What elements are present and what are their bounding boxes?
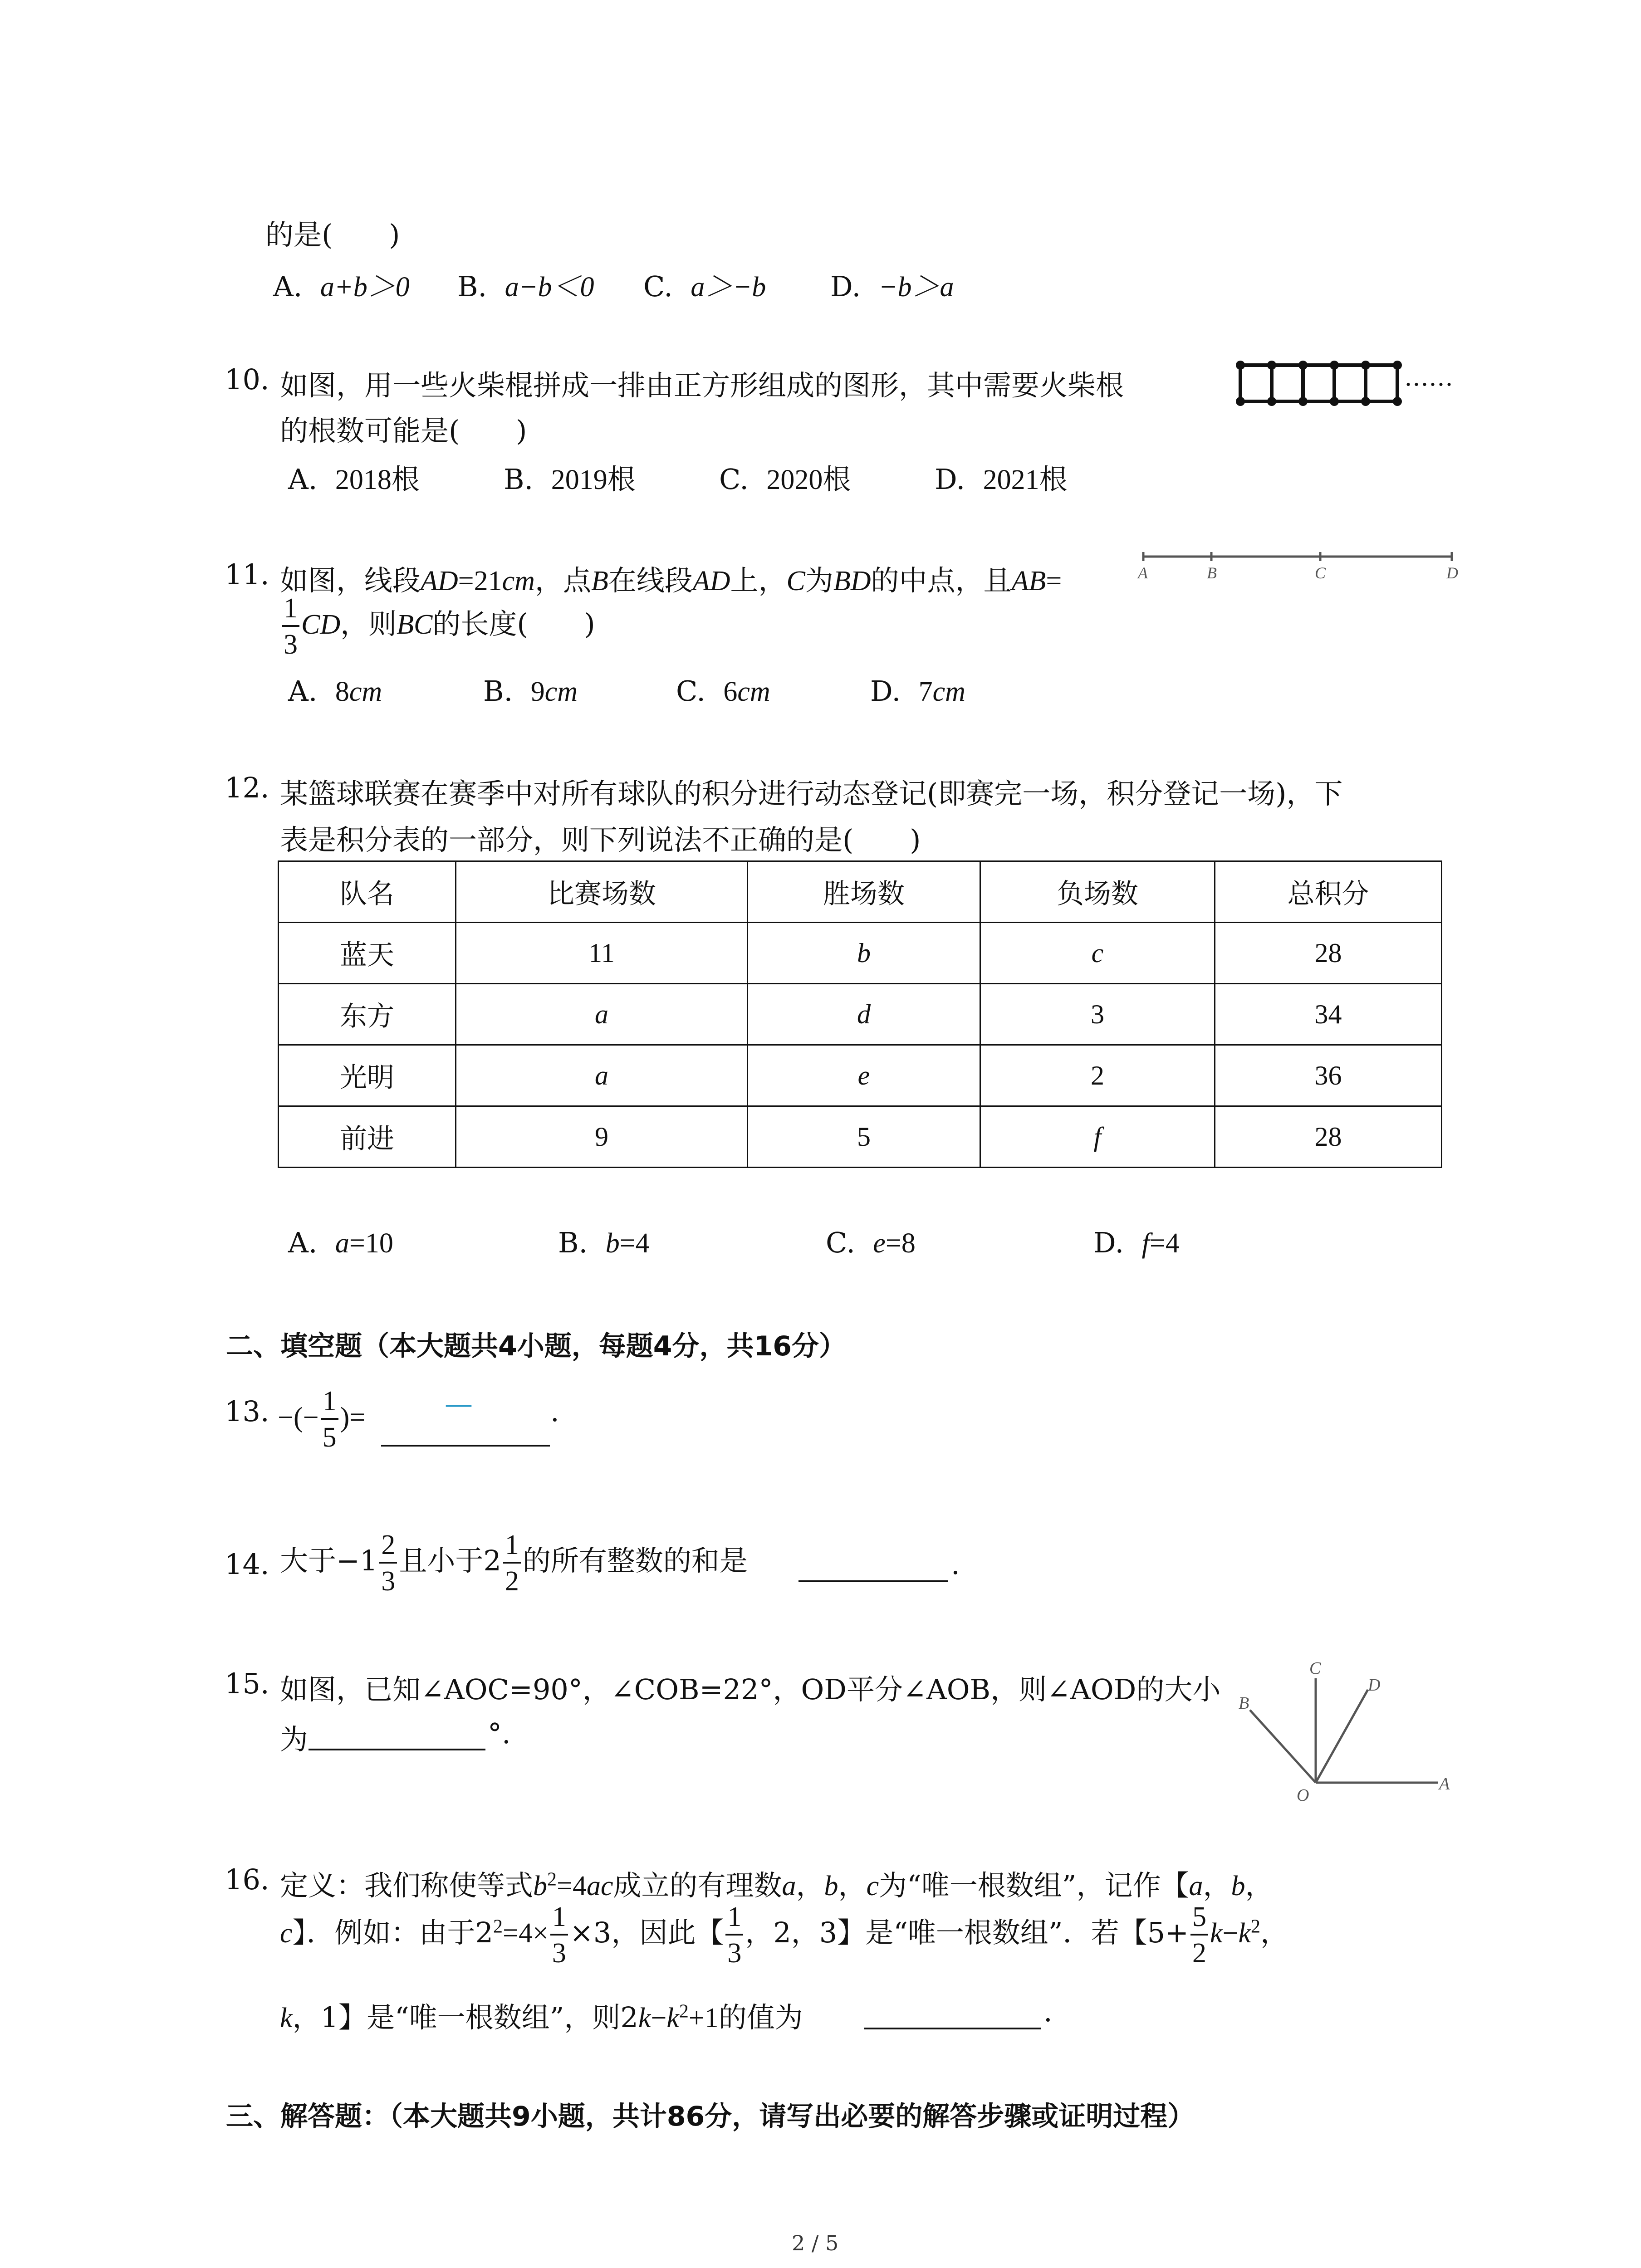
q13-expression: −(− $\frac{1}{5}$ )= <box>278 1386 366 1453</box>
q12-stem-line1: 某篮球联赛在赛季中对所有球队的积分进行动态登记(即赛完一场，积分登记一场)，下 <box>280 777 1343 810</box>
point-c-label: C <box>1315 564 1326 582</box>
point-a-label: A <box>1138 564 1148 582</box>
q12-stem-line2: 表是积分表的一部分，则下列说法不正确的是( ) <box>280 823 921 856</box>
q15-number: 15. <box>225 1667 269 1700</box>
q15-answer-blank[interactable] <box>309 1749 485 1750</box>
point-b-label: B <box>1207 564 1217 582</box>
q16-answer-blank[interactable] <box>864 2028 1041 2029</box>
label-a: A <box>1439 1774 1450 1794</box>
segment-ad-figure <box>1134 547 1461 583</box>
q10-stem-line1: 如图，用一些火柴棍拼成一排由正方形组成的图形，其中需要火柴根 <box>280 369 1124 402</box>
q14-number: 14. <box>225 1548 269 1581</box>
q9-option-d[interactable]: D. −b＞a <box>830 270 954 303</box>
label-d: D <box>1368 1676 1381 1695</box>
q11-option-b[interactable]: B. 9cm <box>483 675 578 708</box>
q10-number: 10. <box>225 363 269 396</box>
q11-fraction: $\frac{1}{3}$ <box>282 594 299 659</box>
table-cell: 28 <box>1215 1106 1442 1168</box>
q10-option-d[interactable]: D. 2021根 <box>935 463 1068 496</box>
table-cell: 28 <box>1215 923 1442 984</box>
table-cell: a <box>456 1045 748 1106</box>
q9-stem-tail: 的是( ) <box>265 218 400 251</box>
table-header-cell: 负场数 <box>980 861 1215 923</box>
q11-option-a[interactable]: A. 8cm <box>288 675 382 708</box>
q13-answer-blank[interactable] <box>381 1445 550 1447</box>
q11-number: 11. <box>225 558 269 591</box>
table-cell: 11 <box>456 923 748 984</box>
table-cell: f <box>980 1106 1215 1168</box>
angle-figure <box>1230 1658 1456 1808</box>
q13-period: . <box>550 1395 559 1428</box>
q11-option-c[interactable]: C. 6cm <box>676 675 770 708</box>
q16-stem-line3: k，1】是“唯一根数组”，则$2k-k^2+1$的值为 <box>280 2001 803 2034</box>
q10-option-b[interactable]: B. 2019根 <box>504 463 636 496</box>
q12-option-d[interactable]: D. f=4 <box>1093 1226 1180 1259</box>
q15-stem-line2b: °. <box>488 1717 511 1750</box>
section-3-heading: 三、解答题：（本大题共9小题，共计86分，请写出必要的解答步骤或证明过程） <box>226 2101 1195 2132</box>
q15-stem-line1: 如图，已知∠AOC=90°，∠COB=22°，OD平分∠AOB，则∠AOD的大小 <box>280 1673 1221 1706</box>
q10-option-c[interactable]: C. 2020根 <box>719 463 851 496</box>
q13-number: 13. <box>225 1395 269 1428</box>
q9-option-c[interactable]: C. a＞−b <box>643 270 766 303</box>
q13-answer-mark: — <box>445 1387 473 1420</box>
q15-stem-line2a: 为 <box>280 1723 309 1756</box>
table-header-cell: 比赛场数 <box>456 861 748 923</box>
table-header-row <box>279 861 1442 923</box>
score-table <box>278 860 1442 1168</box>
table-row <box>279 1045 1442 1106</box>
label-o: O <box>1297 1786 1309 1805</box>
q16-stem-line1: 定义：我们称使等式$b^2=4ac$成立的有理数a，b，c为“唯一根数组”，记作【a，b， <box>280 1869 1274 1902</box>
q9-option-a[interactable]: A. a+b＞0 <box>273 270 410 303</box>
q12-number: 12. <box>225 771 269 804</box>
table-row <box>279 923 1442 984</box>
q16-period: . <box>1043 1995 1053 2028</box>
q12-option-b[interactable]: B. b=4 <box>558 1226 650 1259</box>
point-d-label: D <box>1446 564 1458 582</box>
table-cell: 34 <box>1215 984 1442 1045</box>
q12-option-c[interactable]: C. e=8 <box>826 1226 916 1259</box>
label-b: B <box>1239 1694 1249 1713</box>
table-cell: c <box>980 923 1215 984</box>
q10-option-a[interactable]: A. 2018根 <box>288 463 420 496</box>
table-cell: 3 <box>980 984 1215 1045</box>
matchstick-ellipsis: …… <box>1404 363 1453 391</box>
table-cell: b <box>748 923 980 984</box>
q12-option-a[interactable]: A. a=10 <box>288 1226 393 1259</box>
q10-stem-line2: 的根数可能是( ) <box>280 414 527 447</box>
q16-stem-line2: c】．例如：由于$2^2=4\times$ $\frac{1}{3}$ ×3，因此【 $\frac{1}{3}$ ，2，3】是“唯一根数组”．若【5+ $\frac{5}{2}$ $k-k^2$， <box>280 1901 1289 1969</box>
table-cell: a <box>456 984 748 1045</box>
table-header-cell: 胜场数 <box>748 861 980 923</box>
q14-answer-blank[interactable] <box>798 1580 948 1582</box>
q14-stem: 大于−1 $\frac{2}{3}$ 且小于2 $\frac{1}{2}$ 的所有整数的和是 <box>280 1530 748 1597</box>
q11-stem-line2: $\frac{1}{3}$ CD，则BC的长度( ) <box>280 594 595 659</box>
table-cell: 2 <box>980 1045 1215 1106</box>
table-cell: 5 <box>748 1106 980 1168</box>
section-2-heading: 二、填空题（本大题共4小题，每题4分，共16分） <box>226 1330 846 1362</box>
q14-period: . <box>951 1548 960 1581</box>
table-cell: d <box>748 984 980 1045</box>
table-cell: 9 <box>456 1106 748 1168</box>
label-c: C <box>1309 1659 1321 1678</box>
q11-option-d[interactable]: D. 7cm <box>870 675 965 708</box>
table-header-cell: 队名 <box>279 861 456 923</box>
table-cell: 前进 <box>279 1106 456 1168</box>
q16-number: 16. <box>225 1863 269 1896</box>
table-cell: 36 <box>1215 1045 1442 1106</box>
q9-option-b[interactable]: B. a−b＜0 <box>457 270 594 303</box>
table-cell: 东方 <box>279 984 456 1045</box>
table-cell: 光明 <box>279 1045 456 1106</box>
table-cell: e <box>748 1045 980 1106</box>
page-number: 2 / 5 <box>792 2231 839 2255</box>
table-header-cell: 总积分 <box>1215 861 1442 923</box>
table-cell: 蓝天 <box>279 923 456 984</box>
table-row <box>279 984 1442 1045</box>
q11-stem-line1: 如图，线段AD=21cm，点B在线段AD上，C为BD的中点，且AB= <box>280 564 1062 597</box>
table-row <box>279 1106 1442 1168</box>
